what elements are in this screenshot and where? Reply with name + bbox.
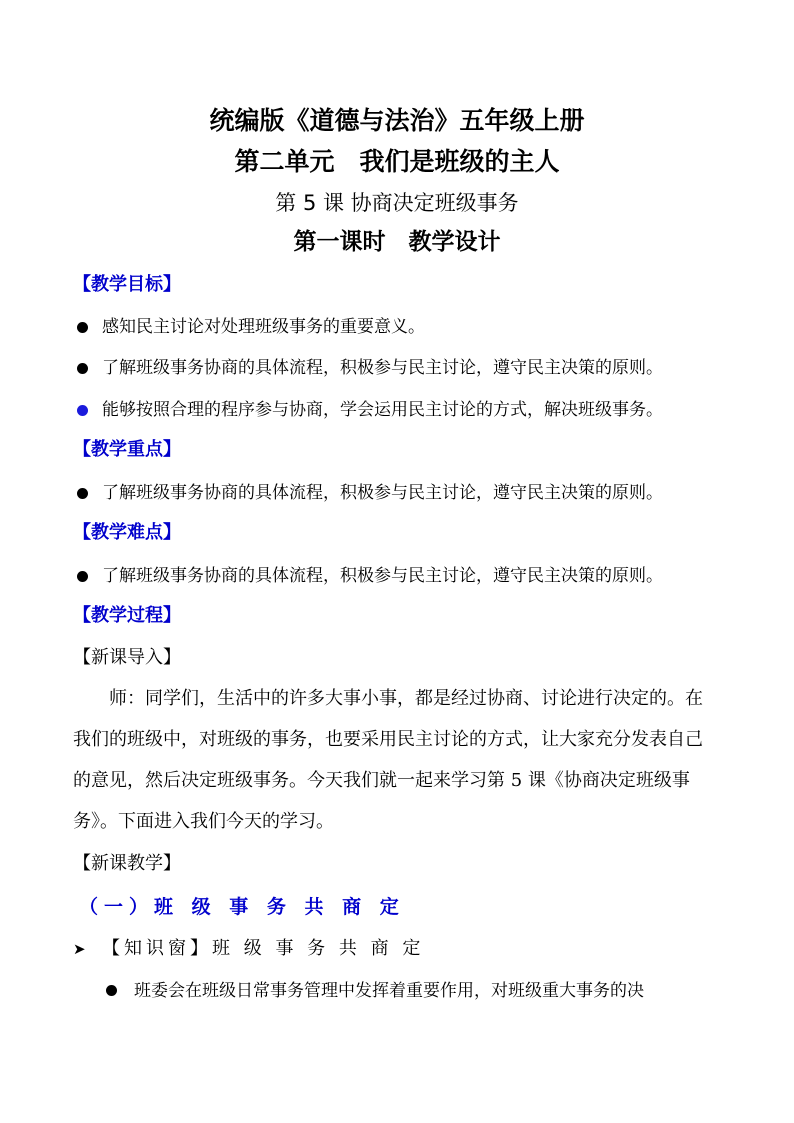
bullet-icon xyxy=(77,405,88,416)
bullet-icon xyxy=(77,488,88,499)
lesson-title: 第 5 课 协商决定班级事务 xyxy=(275,191,519,215)
objective-text: 了解班级事务协商的具体流程，积极参与民主讨论，遵守民主决策的原则。 xyxy=(102,358,663,378)
key-point-item xyxy=(73,480,753,506)
bullet-icon xyxy=(77,571,88,582)
objective-text: 感知民主讨论对处理班级事务的重要意义。 xyxy=(102,317,425,337)
intro-paragraph-line: 我们的班级中，对班级的事务，也要采用民主讨论的方式，让大家充分发表自己 xyxy=(73,729,703,750)
knowledge-bullet-item xyxy=(106,977,746,1005)
bullet-icon xyxy=(77,363,88,374)
intro-paragraph-line: 的意见，然后决定班级事务。今天我们就一起来学习第 5 课《协商决定班级事 xyxy=(73,770,690,791)
intro-heading: 【新课导入】 xyxy=(73,647,181,668)
document-title: 统编版《道德与法治》五年级上册 xyxy=(209,106,585,135)
objectives-heading: 【教学目标】 xyxy=(73,274,181,295)
objective-item xyxy=(73,397,753,423)
chevron-right-arrow-icon: ➤ xyxy=(73,940,86,958)
intro-paragraph-line: 师：同学们，生活中的许多大事小事，都是经过协商、讨论进行决定的。在 xyxy=(73,688,703,709)
key-points-heading: 【教学重点】 xyxy=(73,439,181,460)
knowledge-window-text: 【知识窗】班 级 事 务 共 商 定 xyxy=(102,938,425,959)
knowledge-window-row xyxy=(73,935,753,963)
objective-item xyxy=(73,355,753,381)
objective-item xyxy=(73,314,753,340)
bullet-icon xyxy=(106,985,117,996)
difficulty-text: 了解班级事务协商的具体流程，积极参与民主讨论，遵守民主决策的原则。 xyxy=(102,566,663,586)
intro-paragraph-line: 务》。下面进入我们今天的学习。 xyxy=(73,811,334,832)
part-one-heading: （一）班 级 事 务 共 商 定 xyxy=(79,896,405,918)
bullet-icon xyxy=(77,322,88,333)
period-title: 第一课时 教学设计 xyxy=(293,229,501,255)
difficulty-item xyxy=(73,563,753,589)
unit-title: 第二单元 我们是班级的主人 xyxy=(234,147,560,176)
difficulties-heading: 【教学难点】 xyxy=(73,522,181,543)
key-point-text: 了解班级事务协商的具体流程，积极参与民主讨论，遵守民主决策的原则。 xyxy=(102,483,663,503)
process-heading: 【教学过程】 xyxy=(73,605,181,626)
objective-text: 能够按照合理的程序参与协商，学会运用民主讨论的方式，解决班级事务。 xyxy=(102,400,663,420)
knowledge-bullet-text: 班委会在班级日常事务管理中发挥着重要作用，对班级重大事务的决 xyxy=(134,981,644,1001)
new-lesson-heading: 【新课教学】 xyxy=(73,853,181,874)
